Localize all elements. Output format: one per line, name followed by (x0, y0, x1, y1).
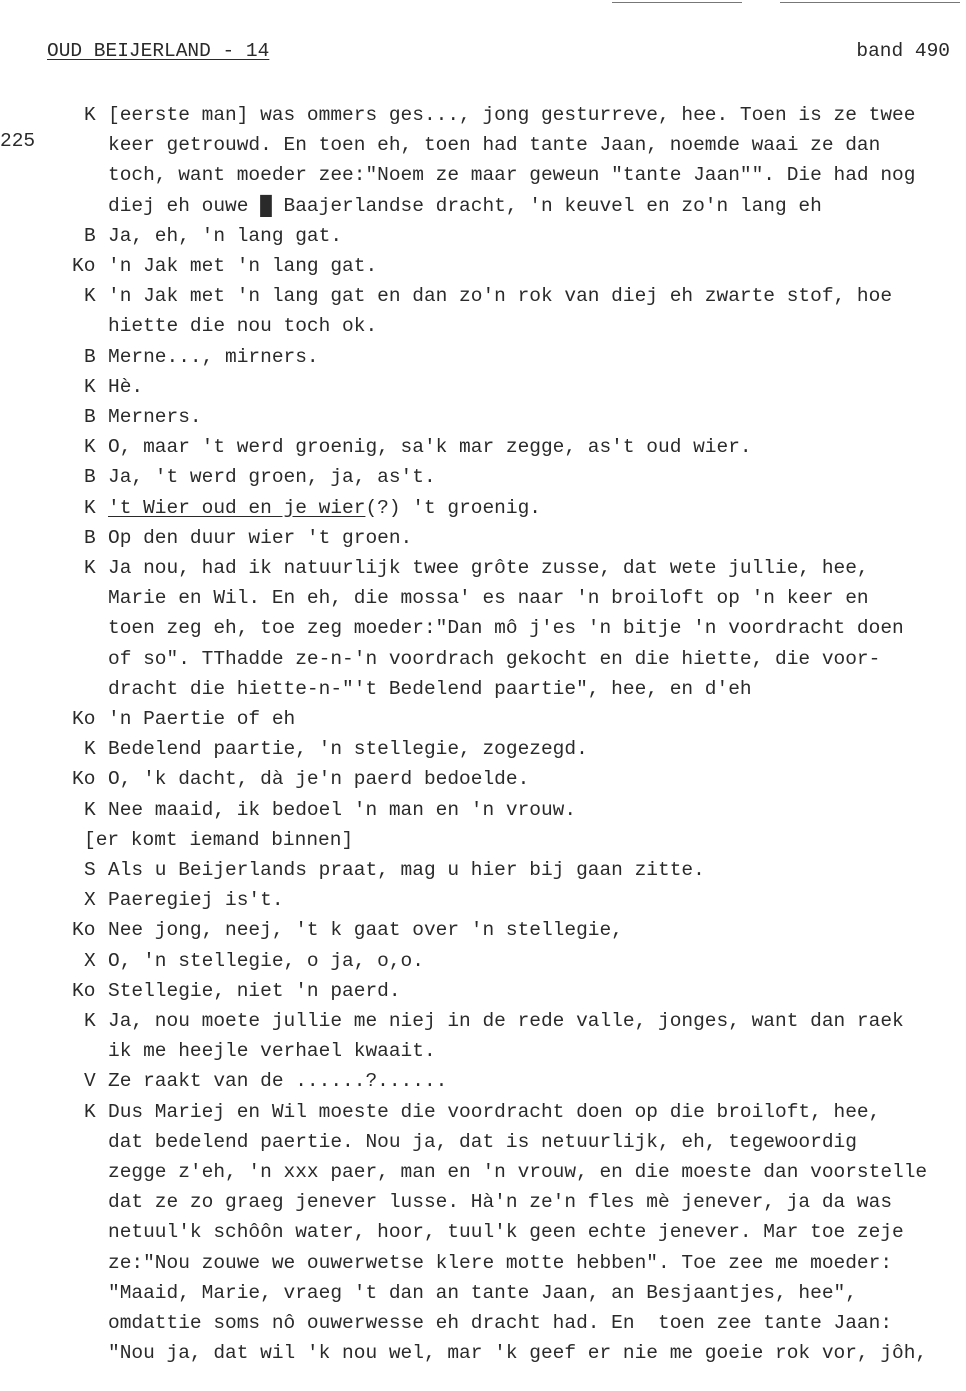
line-text: Ja, 't werd groen, ja, as't. (108, 466, 436, 489)
speaker-label: X (84, 949, 96, 972)
speaker-label: K (84, 1010, 96, 1032)
speaker-label: X (84, 889, 96, 912)
speaker-label: Ko (72, 255, 96, 277)
speaker-label: K (84, 1100, 96, 1123)
line-text: toch, want moeder zee:"Noem ze maar geweun "tante Jaan"". Die had nog (108, 164, 916, 187)
speaker-label: Ko (72, 979, 96, 1002)
line-text-rest: (?) 't groenig. (365, 496, 541, 519)
line-text: diej eh ouwe █ Baajerlandse dracht, 'n keuvel en zo'n lang eh (108, 194, 822, 217)
line-text: Als u Beijerlands praat, mag u hier bij gaan zitte. (108, 859, 705, 881)
line-text: 'n Jak met 'n lang gat. (108, 255, 378, 277)
line-text: dat ze zo graeg jenever lusse. Hà'n ze'n fles mè jenever, ja da was (108, 1191, 893, 1214)
line-text: toen zeg eh, toe zeg moeder:"Dan mô j'es 'n bitje 'n voordracht doen (108, 617, 904, 640)
top-rule-left (612, 2, 742, 3)
line-text: dracht die hiette-n-"'t Bedelend paartie", hee, en d'eh (108, 677, 752, 700)
speaker-label: K (84, 798, 96, 821)
speaker-label: K (84, 285, 96, 308)
line-text: hiette die nou toch ok. (108, 315, 378, 338)
line-text: ik me heejle verhael kwaait. (108, 1040, 436, 1063)
line-text: Ze raakt van de ......?...... (108, 1070, 448, 1093)
line-text: Ja nou, had ik natuurlijk twee grôte zusse, dat wete jullie, hee, (108, 557, 869, 579)
top-rule-right (780, 2, 960, 3)
line-text: of so". TThadde ze-n-'n voordrach gekocht en die hiette, die voor- (108, 647, 881, 670)
line-text: O, 'n stellegie, o ja, o,o. (108, 949, 424, 972)
line-text: Merne..., mirners. (108, 345, 319, 368)
speaker-label: B (84, 406, 96, 428)
speaker-label: B (84, 466, 96, 489)
line-text: Ja, nou moete jullie me niej in de rede valle, jonges, want dan raek (108, 1010, 904, 1032)
line-text (108, 493, 541, 523)
line-text: Merners. (108, 406, 202, 428)
line-text: Bedelend paartie, 'n stellegie, zogezegd. (108, 738, 588, 761)
speaker-label: K (84, 496, 96, 519)
line-text: Marie en Wil. En eh, die mossa' es naar 'n broiloft op 'n keer en (108, 587, 869, 610)
line-text: zegge z'eh, 'n xxx paer, man en 'n vrouw, en die moeste dan voorstelle (108, 1161, 928, 1183)
speaker-label: K (84, 557, 96, 579)
line-text: dat bedelend paertie. Nou ja, dat is netuurlijk, eh, tegewoordig (108, 1130, 857, 1153)
speaker-label: K (84, 436, 96, 459)
line-text: omdattie soms nô ouwerwesse eh dracht had. En toen zee tante Jaan: (108, 1312, 893, 1334)
line-text: netuul'k schôôn water, hoor, tuul'k geen echte jenever. Mar toe zeje (108, 1221, 904, 1244)
line-text: "Nou ja, dat wil 'k nou wel, mar 'k geef er nie me goeie rok vor, jôh, (108, 1342, 928, 1365)
line-text: "Maaid, Marie, vraeg 't dan an tante Jaan, an Besjaantjes, hee", (108, 1281, 857, 1304)
line-text: Paeregiej is't. (108, 889, 284, 912)
line-text: Hè. (108, 375, 144, 398)
line-text: Nee jong, neej, 't k gaat over 'n stellegie, (108, 919, 623, 942)
line-text: Dus Mariej en Wil moeste die voordracht doen op die broiloft, hee, (108, 1100, 881, 1123)
speaker-label: V (84, 1070, 96, 1093)
line-text: Stellegie, niet 'n paerd. (108, 979, 401, 1002)
page-title: OUD BEIJERLAND - 14 (47, 40, 270, 62)
line-text: [eerste man] was ommers ges..., jong gesturreve, hee. Toen is ze twee (108, 104, 916, 126)
line-text: Ja, eh, 'n lang gat. (108, 224, 343, 247)
line-text: 'n Jak met 'n lang gat en dan zo'n rok van diej eh zwarte stof, hoe (108, 285, 893, 308)
line-text: O, 'k dacht, dà je'n paerd bedoelde. (108, 768, 530, 791)
line-text: Nee maaid, ik bedoel 'n man en 'n vrouw. (108, 798, 577, 821)
speaker-label: Ko (72, 768, 96, 791)
margin-line-number: 225 (0, 130, 36, 152)
speaker-label: Ko (72, 708, 96, 730)
speaker-label: B (84, 526, 96, 549)
speaker-label: B (84, 224, 96, 247)
line-text: 'n Paertie of eh (108, 708, 296, 730)
speaker-label: K (84, 375, 96, 398)
speaker-label: S (84, 859, 96, 881)
line-text: O, maar 't werd groenig, sa'k mar zegge, as't oud wier. (108, 436, 752, 459)
speaker-label: K (84, 738, 96, 761)
speaker-label: Ko (72, 919, 96, 942)
line-text: keer getrouwd. En toen eh, toen had tante Jaan, noemde waai ze dan (108, 134, 881, 157)
underlined-phrase: 't Wier oud en je wier (108, 496, 366, 519)
speaker-label: B (84, 345, 96, 368)
line-text: [er komt iemand binnen] (84, 828, 354, 851)
speaker-label: K (84, 104, 96, 126)
line-text: ze:"Nou zouwe we ouwerwetse klere motte hebben". Toe zee me moeder: (108, 1251, 893, 1274)
line-text: Op den duur wier 't groen. (108, 526, 413, 549)
band-number: band 490 (856, 40, 950, 62)
